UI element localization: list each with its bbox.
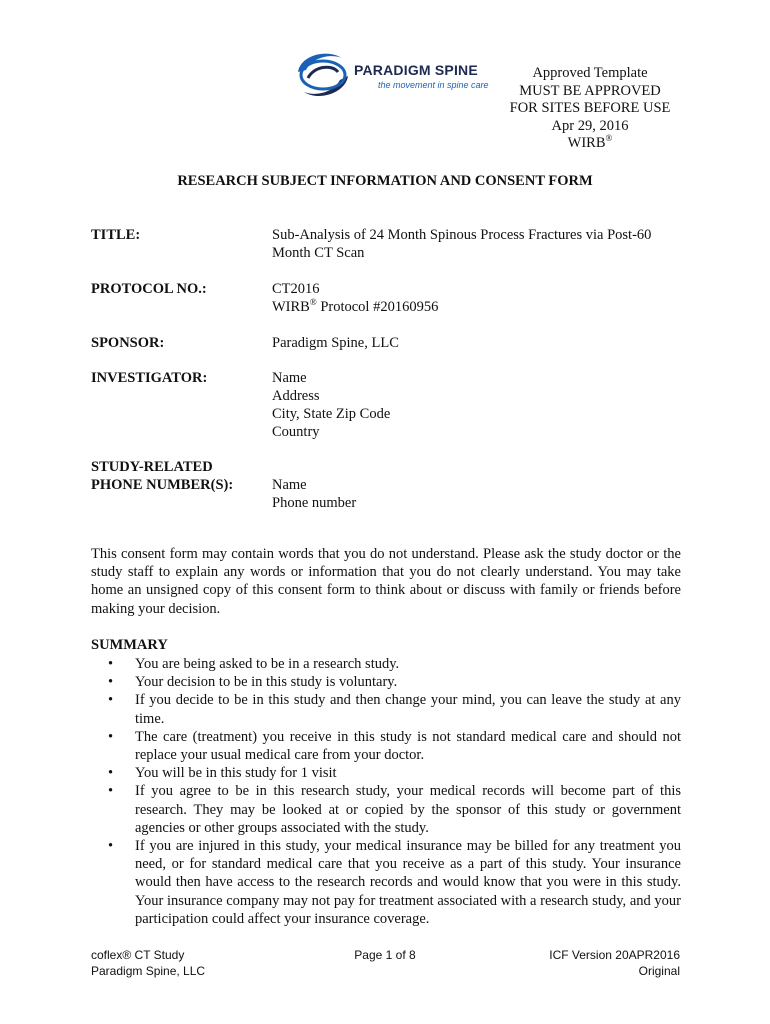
approval-wirb: WIRB® (567, 133, 613, 152)
footer-sponsor: Paradigm Spine, LLC (91, 964, 206, 978)
investigator-address: Address (272, 388, 320, 404)
list-item: • You will be in this study for 1 visit (108, 764, 681, 782)
logo-swoosh-icon (292, 50, 354, 100)
summary-list (108, 655, 681, 928)
title-label: TITLE: (91, 227, 141, 243)
approval-line-1: Approved Template (532, 65, 648, 81)
approval-stamp (500, 65, 680, 153)
title-value: Sub-Analysis of 24 Month Spinous Process Fractures via Post-60 Month CT Scan (272, 227, 652, 261)
list-item: • You are being asked to be in a research study. (108, 655, 681, 673)
form-title: RESEARCH SUBJECT INFORMATION AND CONSENT FORM (177, 173, 593, 189)
phone-contact-number: Phone number (272, 495, 357, 511)
protocol-value: CT2016 WIRB® Protocol #20160956 (272, 281, 439, 315)
summary-heading: SUMMARY (91, 637, 168, 653)
investigator-label: INVESTIGATOR: (91, 370, 208, 386)
phone-label: STUDY-RELATED PHONE NUMBER(S): (91, 459, 234, 493)
investigator-city: City, State Zip Code (272, 406, 391, 422)
investigator-value (272, 369, 390, 441)
intro-paragraph: This consent form may contain words that you do not understand. Please ask the study doctor or the study staff to explain any words or information that you do not clearly understand. You may take home an unsigned copy of this consent form to think about or discuss with family or friends before making your decision. (91, 546, 681, 617)
footer-page-number: Page 1 of 8 (354, 948, 416, 962)
phone-contact-name: Name (272, 477, 307, 493)
list-item: • Your decision to be in this study is voluntary. (108, 673, 681, 691)
list-item: • If you are injured in this study, your medical insurance may be billed for any treatment you need, or for standard medical care that you receive as a part of this study. Your insurance would then have access to the research records and would know that you were in this study. Your insurance company may not pay for treatment associated with a research study, and your participation could affect your insurance coverage. (108, 837, 681, 928)
phone-value (272, 476, 356, 512)
logo-name: PARADIGM SPINE (354, 62, 478, 78)
protocol-label: PROTOCOL NO.: (91, 281, 207, 297)
footer-version: ICF Version 20APR2016 (549, 948, 680, 962)
approval-date: Apr 29, 2016 (551, 117, 629, 134)
logo-tagline: the movement in spine care (378, 80, 489, 90)
footer-right (549, 947, 680, 979)
approval-line-3: FOR SITES BEFORE USE (509, 100, 671, 117)
paradigm-spine-logo (292, 50, 492, 100)
list-item: • The care (treatment) you receive in this study is not standard medical care and should not replace your usual medical care from your doctor. (108, 728, 681, 764)
footer-original: Original (638, 964, 680, 978)
list-item: • If you agree to be in this research study, your medical records will become part of this research. They may be looked at or copied by the sponsor of this study or government agencies or other groups associated with the study. (108, 782, 681, 837)
investigator-name: Name (272, 370, 307, 386)
sponsor-label: SPONSOR: (91, 335, 165, 351)
footer-study-name: coflex® CT Study (91, 948, 185, 962)
sponsor-value: Paradigm Spine, LLC (272, 335, 399, 351)
investigator-country: Country (272, 424, 320, 440)
list-item: • If you decide to be in this study and then change your mind, you can leave the study at any time. (108, 691, 681, 727)
approval-line-2: MUST BE APPROVED (519, 82, 661, 99)
